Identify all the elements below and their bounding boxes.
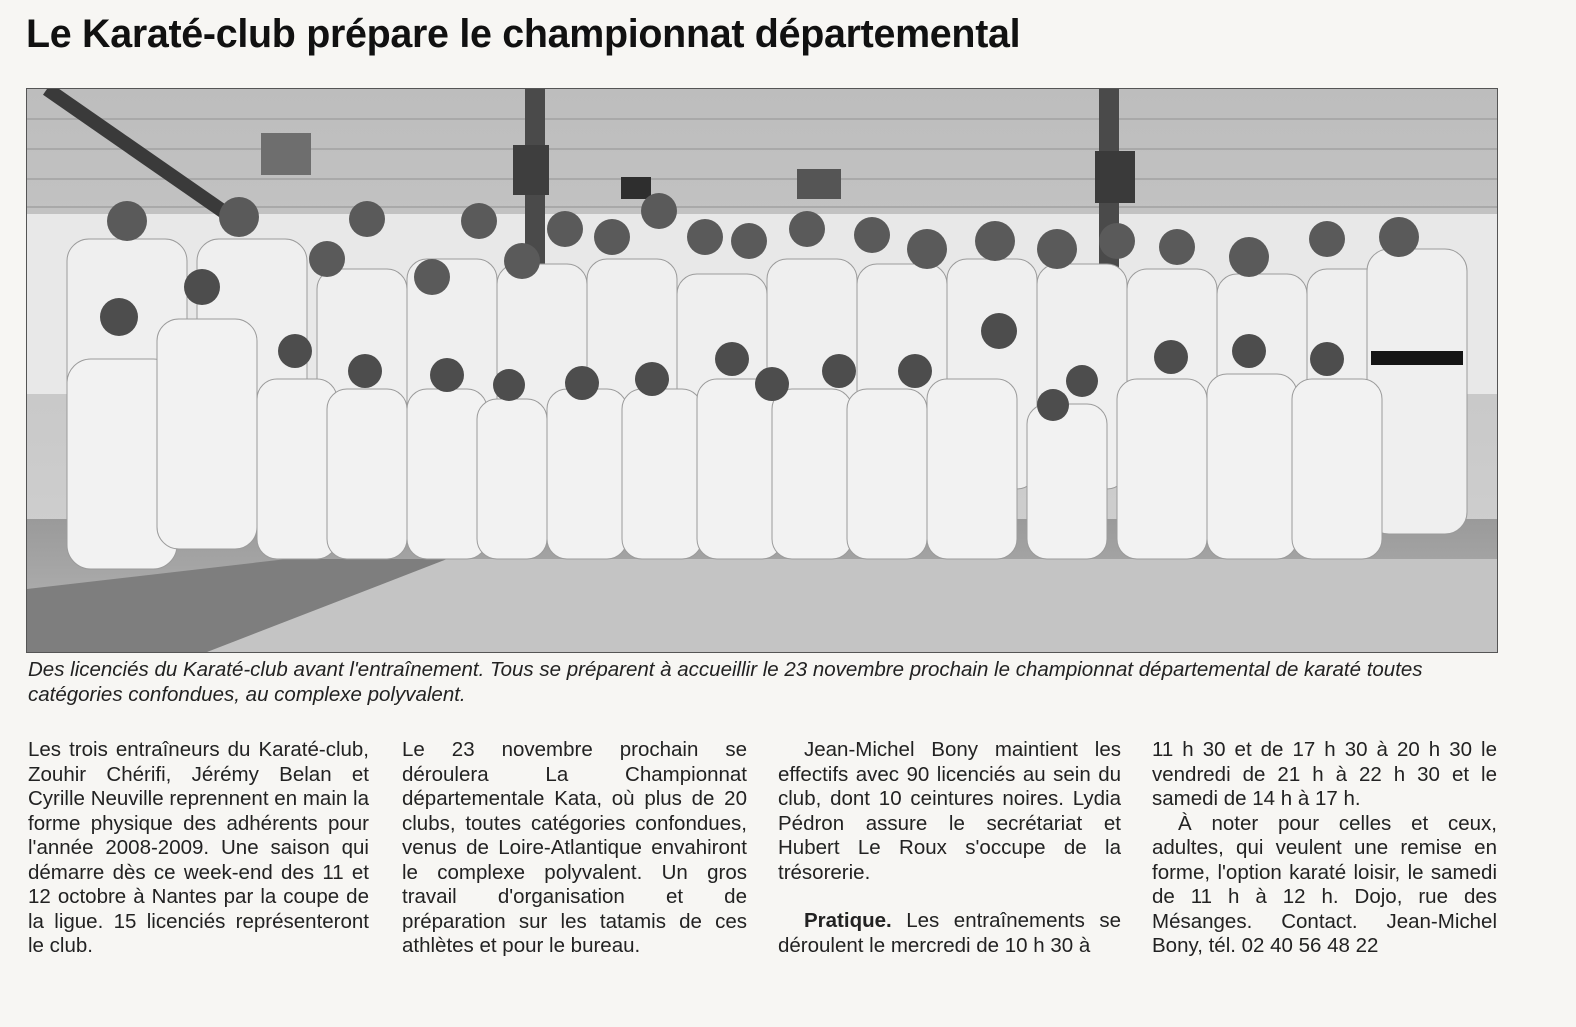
article-column-3 [778, 738, 1121, 958]
paragraph: Le 23 novembre prochain se déroulera La Championnat départementale Kata, où plus de 20 clubs, toutes catégories confondues, venus de Loire-Atlantique envahiront le complexe polyvalent. Un gros travail d'organisation et de préparation sur les tatamis de ces athlètes et pour le bureau. [402, 738, 747, 957]
paragraph-text: Les entraînements se déroulent le mercredi de 10 h 30 à [778, 909, 1121, 957]
paragraph-kicker: Pratique. [804, 909, 892, 932]
paragraph: À noter pour celles et ceux, adultes, qui veulent une remise en forme, l'option karaté loisir, le samedi de 11 h à 12 h. Dojo, rue des Mésanges. Contact. Jean-Michel Bony, tél. 02 40 56 48 22 [1152, 811, 1497, 957]
paragraph: 11 h 30 et de 17 h 30 à 20 h 30 le vendredi de 21 h à 22 h 30 et le samedi de 14 h à 17 h. [1152, 738, 1497, 810]
paragraph: Les trois entraîneurs du Karaté-club, Zouhir Chérifi, Jérémy Belan et Cyrille Neuville reprennent en main la forme physique des adhérents pour l'année 2008-2009. Une saison qui démarre dès ce week-end des 11 et 12 octobre à Nantes par la coupe de la ligue. 15 licenciés représenteront le club. [28, 738, 369, 957]
article-column-2 [402, 738, 747, 959]
headline: Le Karaté-club prépare le championnat départemental [26, 12, 1021, 56]
group-photo-image [27, 89, 1497, 652]
group-photo [26, 88, 1498, 653]
article-column-4 [1152, 738, 1497, 959]
article-column-1 [28, 738, 369, 959]
paragraph [778, 909, 1121, 958]
photo-caption: Des licenciés du Karaté-club avant l'entraînement. Tous se préparent à accueillir le 23 novembre prochain le championnat départemental de karaté toutes catégories confondues, au complexe polyvalent. [28, 658, 1423, 706]
paragraph: Jean-Michel Bony maintient les effectifs avec 90 licenciés au sein du club, dont 10 ceintures noires. Lydia Pédron assure le secrétariat et Hubert Le Roux s'occupe de la trésorerie. [778, 738, 1121, 884]
